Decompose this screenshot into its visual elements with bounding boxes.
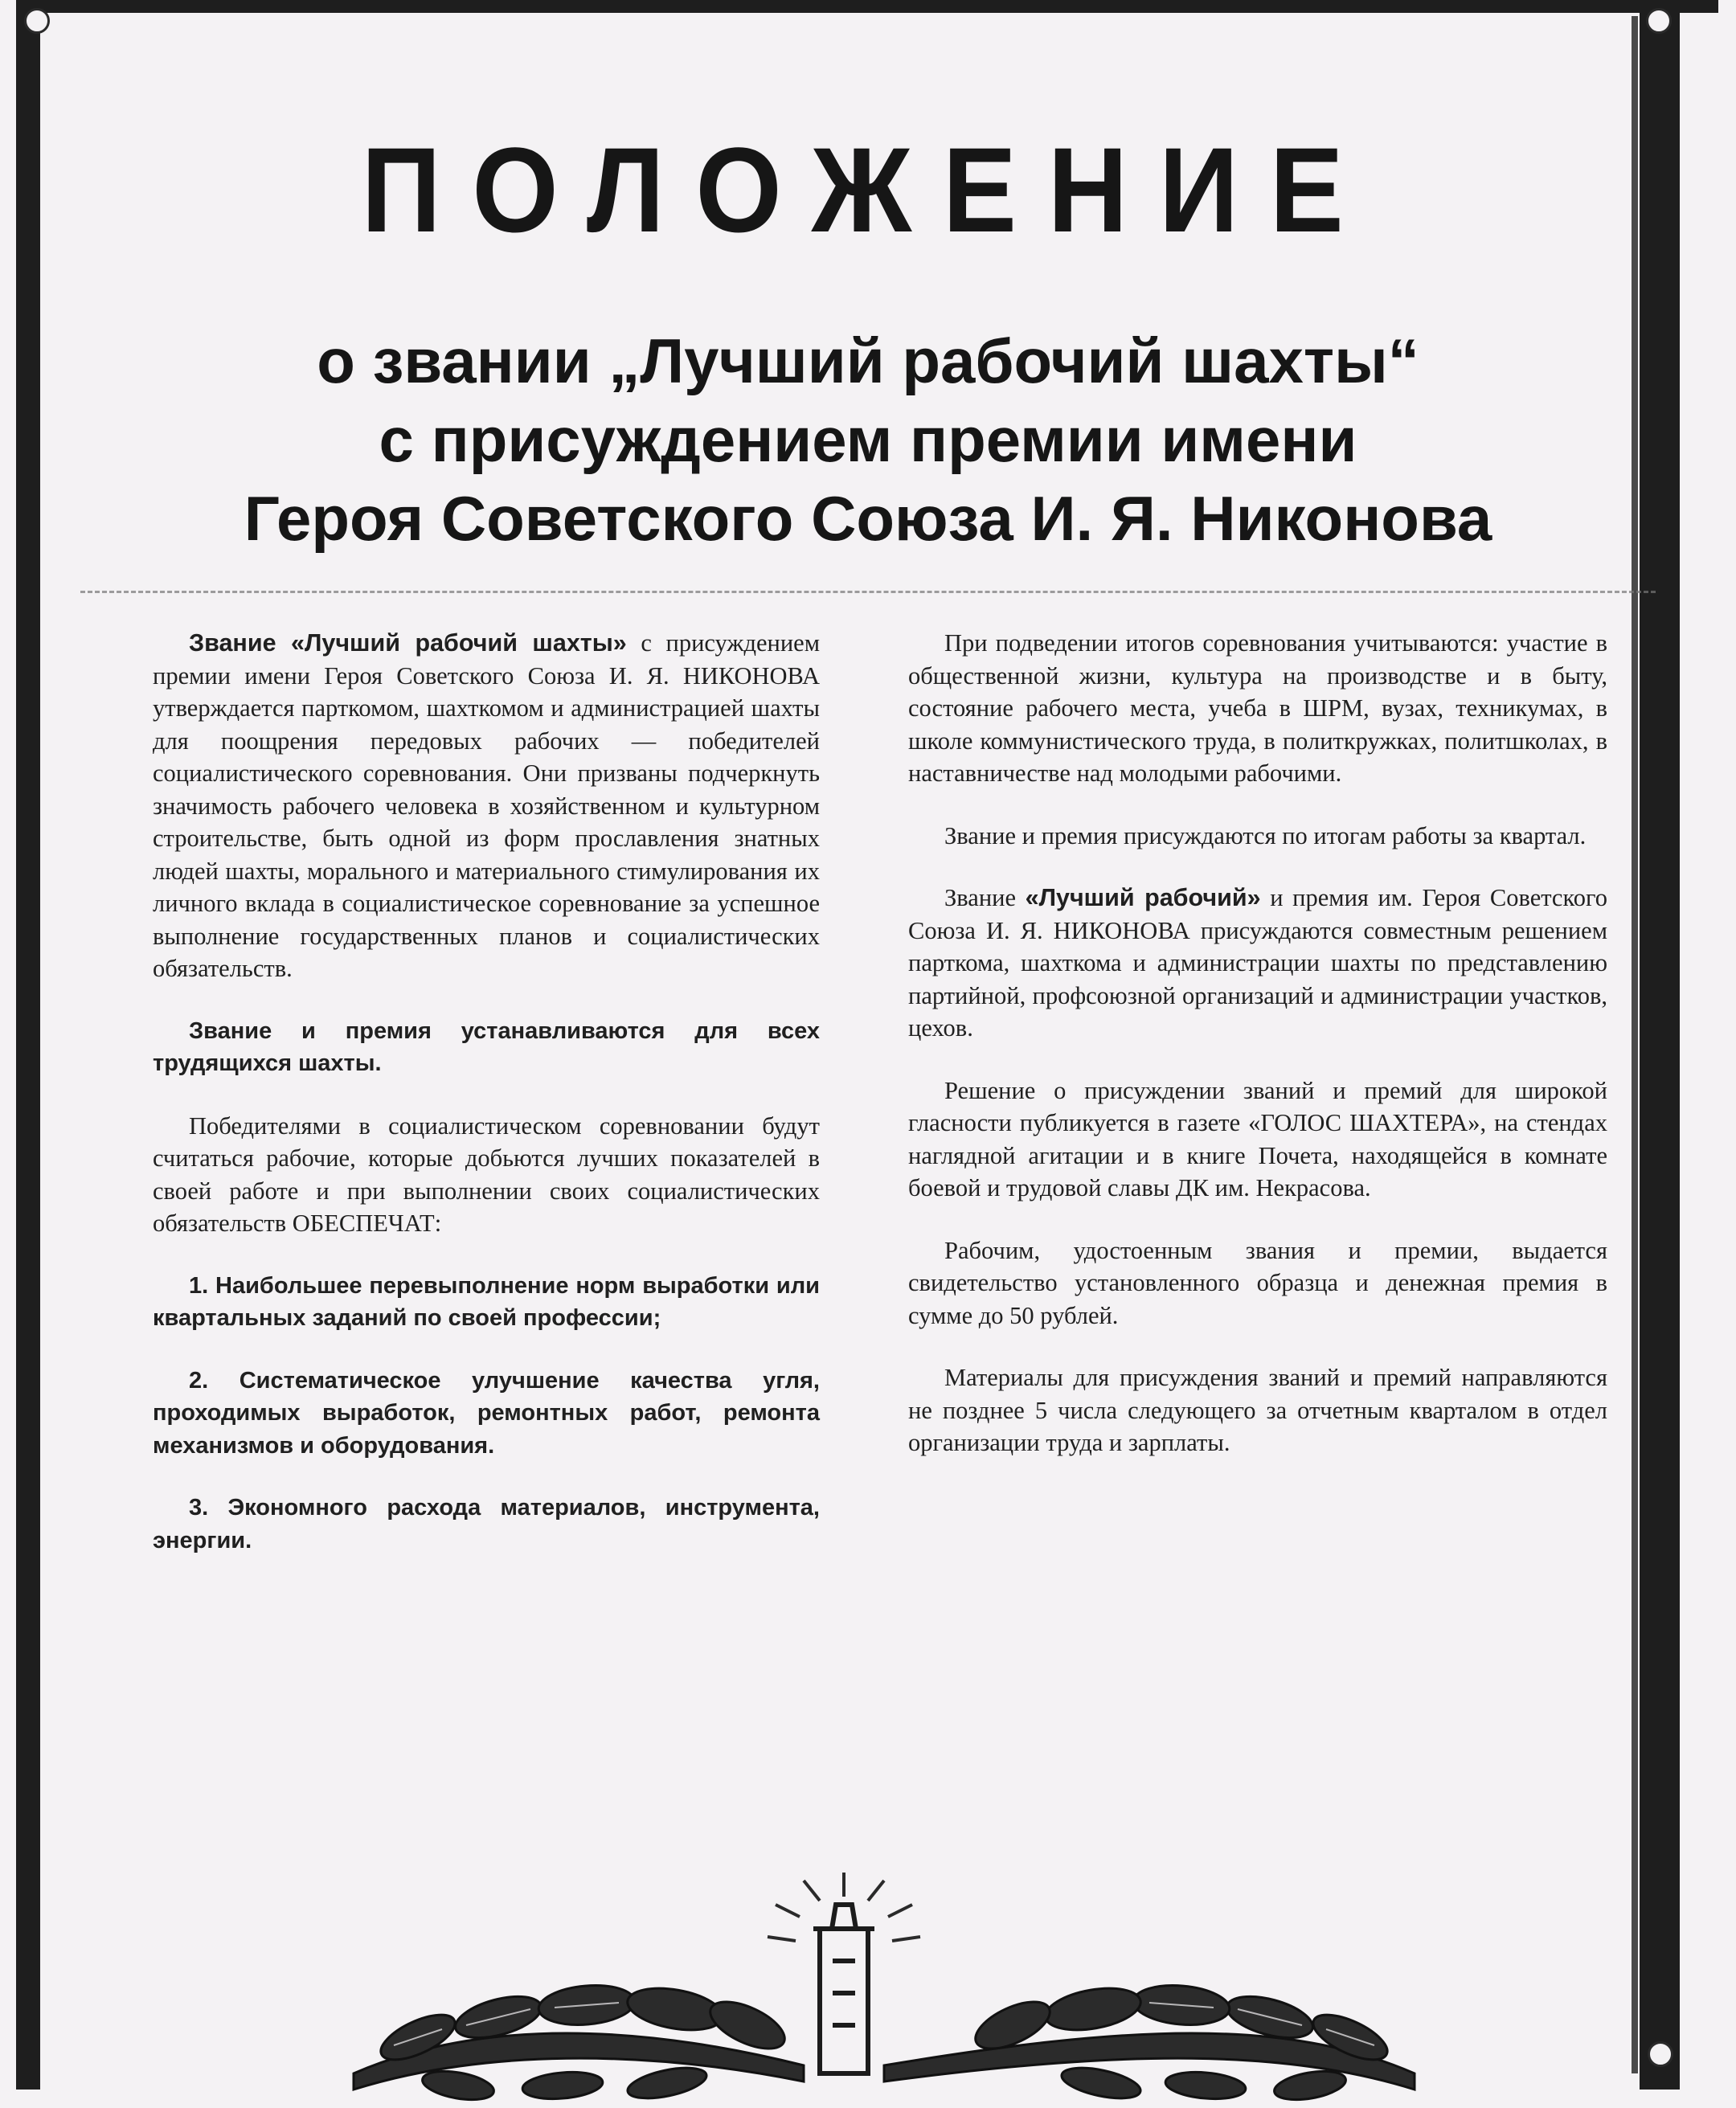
right-column [908, 627, 1607, 1489]
left-paragraph-2: Звание и премия устанавливаются для всех трудящихся шахты. [153, 1017, 820, 1076]
right-paragraph-6: Материалы для присуждения званий и премий направляются не позднее 5 числа следующего за отчетным кварталом в отдел организации труда и зарплаты. [908, 1364, 1607, 1456]
right-paragraph-3 [908, 882, 1607, 1045]
list-item-3: 3. Экономного расхода материалов, инструмента, энергии. [153, 1495, 820, 1553]
right-paragraph-3-start: Звание [944, 884, 1026, 911]
list-item-1: 1. Наибольшее перевыполнение норм выработки или квартальных заданий по своей профессии; [153, 1272, 820, 1331]
corner-dot-bottom-right [1648, 2041, 1673, 2067]
right-paragraph-5: Рабочим, удостоенным звания и премии, выдается свидетельство установленного образца и денежная премия в сумме до 50 рублей. [908, 1236, 1607, 1329]
subtitle-line-1: о звании „Лучший рабочий шахты“ [317, 325, 1419, 396]
corner-dot-top-right [1646, 8, 1672, 34]
left-paragraph-1-text: с присуждением премии имени Героя Советского Союза И. Я. НИКОНОВА утверждается парткомом, шахткомом и администрацией шахты для поощрения передовых рабочих — победителей социалистического соревнования. Они призваны подчеркнуть значимость рабочего человека в хозяйственном и культурном строительстве, быть одной из форм прославления знатных людей шахты, морального и материального стимулирования их личного вклада в социалистическое соревнование за успешное выполнение государственных планов и социалистических обязательств. [153, 629, 821, 982]
right-paragraph-1: При подведении итогов соревнования учитываются: участие в общественной жизни, культура на производстве и в быту, состояние рабочего места, учеба в ШРМ, вузах, техникумах, в школе коммунистического труда, в политкружках, политшколах, в наставничестве над молодыми рабочими. [908, 629, 1607, 787]
document-title: ПОЛОЖЕНИЕ [361, 122, 1375, 257]
border-left [16, 0, 40, 2090]
left-paragraph-1 [153, 627, 820, 985]
subtitle-line-3: Героя Советского Союза И. Я. Никонова [244, 483, 1492, 554]
right-paragraph-3-bold: «Лучший рабочий» [1025, 884, 1261, 911]
border-right [1640, 0, 1680, 2090]
left-column [153, 627, 820, 1586]
paper-fold-line [80, 591, 1656, 609]
left-paragraph-3: Победителями в социалистическом соревновании будут считаться рабочие, которые добьются лучших показателей в своей работе и при выполнении своих социалистических обязательств ОБЕСПЕЧАТ: [153, 1111, 820, 1237]
border-top [23, 0, 1718, 13]
border-right-inner [1632, 16, 1638, 2073]
list-item-2: 2. Систематическое улучшение качества угля, проходимых выработок, ремонтных работ, ремонта механизмов и оборудования. [153, 1367, 820, 1459]
left-paragraph-1-bold: Звание «Лучший рабочий шахты» [189, 629, 627, 657]
laurel-monument-ornament-icon [321, 1873, 1447, 2106]
right-paragraph-4: Решение о присуждении званий и премий для широкой гласности публикуется в газете «ГОЛОС ШАХТЕРА», на стендах наглядной агитации и в книге Почета, находящейся в комнате боевой и трудовой славы ДК им. Некрасова. [908, 1076, 1607, 1201]
document-subtitle [121, 321, 1615, 558]
right-paragraph-2: Звание и премия присуждаются по итогам работы за квартал. [944, 821, 1587, 849]
right-paragraph-3-text: и премия им. Героя Советского Союза И. Я. НИКОНОВА присуждаются совместным решением парткома, шахткома и администрации шахты по представлению партийной, профсоюзной организаций и администрации участков, цехов. [908, 884, 1607, 1042]
subtitle-line-2: с присуждением премии имени [379, 404, 1357, 475]
corner-dot-top-left [24, 8, 50, 34]
